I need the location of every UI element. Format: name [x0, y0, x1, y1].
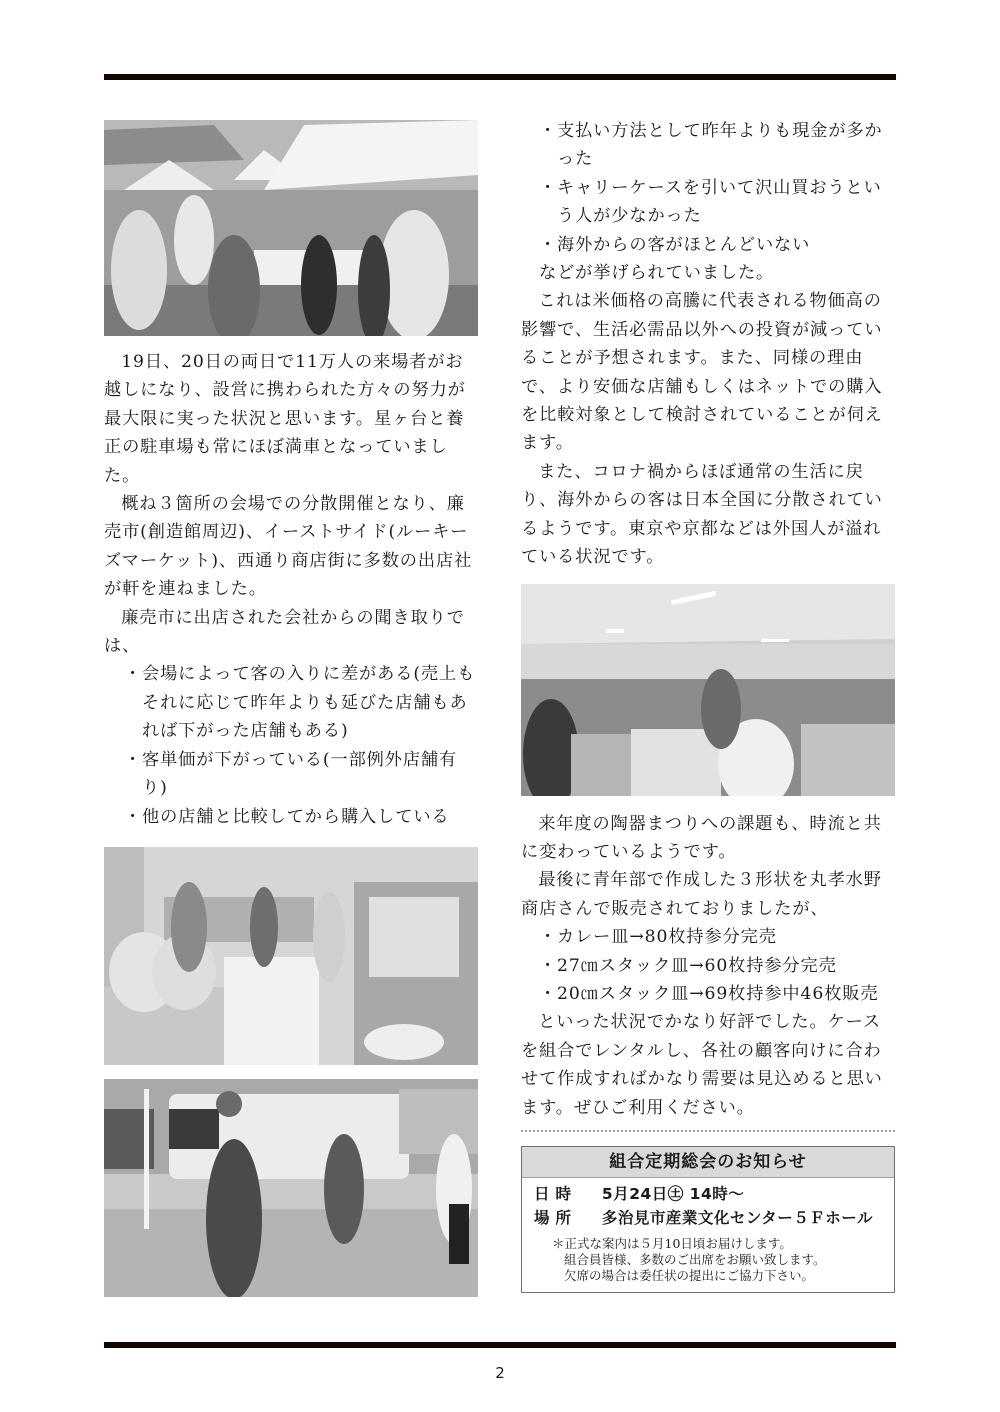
paragraph-venues: 概ね３箇所の会場での分散開催となり、廉売市(創造館周辺)、イーストサイド(ルーキーズマーケット)、西通り商店街に多数の出店社が軒を連ねました。	[104, 494, 473, 600]
bullet-glyph: ・	[539, 121, 558, 141]
paragraph-interview-intro: 廉売市に出店された会社からの聞き取りでは、	[104, 607, 465, 657]
sales-bullet-item: ・20㎝スタック皿→69枚持参中46枚販売	[521, 980, 895, 1008]
notice-note: 欠席の場合は委任状の提出にご協力下さい。	[564, 1267, 815, 1283]
paragraph-foreign-visitors: また、コロナ禍からほぼ通常の生活に戻り、海外からの客は日本全国に分散されているようです。東京や京都などは外国人が溢れている状況です。	[521, 461, 883, 568]
left-column	[104, 120, 478, 1297]
page-number: 2	[495, 1364, 505, 1382]
notice-place-value: 多治見市産業文化センター５Ｆホール	[601, 1208, 873, 1227]
sales-bullet-item: ・カレー皿→80枚持参分完売	[521, 923, 895, 951]
bullet-glyph: ・	[539, 955, 558, 976]
notice-place-row	[534, 1206, 884, 1230]
notice-date-row	[534, 1182, 884, 1206]
paragraph-next-year: 来年度の陶器まつりへの課題も、時流と共に変わっているようです。	[521, 813, 882, 862]
top-rule	[104, 74, 896, 80]
right-column	[521, 117, 895, 1293]
paragraph-price-analysis: これは米価格の高騰に代表される物価高の影響で、生活必需品以外への投資が減っていることが予想されます。また、同様の理由で、より安価な店舗もしくはネットでの購入を比較対象として検討されていることが伺えます。	[521, 291, 883, 454]
paragraph-youth-products: 最後に青年部で作成した３形状を丸孝水野商店さんで販売されておりましたが、	[521, 870, 882, 919]
sales-bullet-item: ・27㎝スタック皿→60枚持参分完売	[521, 952, 895, 980]
dotted-divider	[521, 1130, 895, 1132]
bullet-item: ・キャリーケースを引いて沢山買おうという人が少なかった	[521, 174, 895, 231]
bullet-glyph: ・	[124, 664, 143, 685]
notice-notes	[534, 1236, 884, 1284]
bottom-rule	[104, 1342, 896, 1348]
bullet-glyph: ・	[124, 749, 143, 770]
bullet-glyph: ・	[124, 806, 143, 827]
bullet-item: ・海外からの客がほとんどいない	[521, 231, 895, 259]
bullet-glyph: ・	[539, 927, 558, 948]
indoor-pottery-hall-photo	[521, 584, 895, 796]
notice-date-label: 日時	[534, 1184, 578, 1203]
bus-parking-photo	[104, 1079, 478, 1297]
notice-note: 組合員皆様、多数のご出席をお願い致します。	[564, 1251, 826, 1267]
paragraph-closing: といった状況でかなり好評でした。ケースを組合でレンタルし、各社の顧客向けに合わせて作成すればかなり需要は見込めると思います。ぜひご利用ください。	[521, 1012, 883, 1118]
general-meeting-notice	[521, 1146, 895, 1293]
bullet-glyph: ・	[539, 177, 558, 198]
notice-date-value: 5月24日㊏ 14時～	[601, 1184, 745, 1203]
outdoor-tent-market-photo	[104, 120, 478, 336]
bullet-item: ・会場によって客の入りに差がある(売上もそれに応じて昨年よりも延びた店舗もあれば下がった店舗もある)	[104, 660, 478, 745]
bullet-glyph: ・	[539, 234, 558, 255]
bullet-item: ・他の店舗と比較してから購入している	[104, 803, 478, 831]
notice-note: ＊正式な案内は５月10日頃お届けします。	[552, 1235, 792, 1251]
paragraph-attendance: 19日、20日の両日で11万人の来場者がお越しになり、設営に携わられた方々の努力が最大限に実った状況と思います。星ヶ台と養正の駐車場も常にほぼ満車となっていました。	[104, 352, 466, 486]
bullet-item: ・支払い方法として昨年よりも現金が多かった	[521, 117, 895, 174]
notice-place-label: 場所	[534, 1208, 578, 1227]
shop-interior-photo	[104, 847, 478, 1065]
bullet-item: ・客単価が下がっている(一部例外店舗有り)	[104, 746, 478, 803]
notice-title: 組合定期総会のお知らせ	[522, 1147, 894, 1178]
bullets-summary: などが挙げられていました。	[539, 263, 775, 284]
bullet-glyph: ・	[539, 983, 558, 1004]
